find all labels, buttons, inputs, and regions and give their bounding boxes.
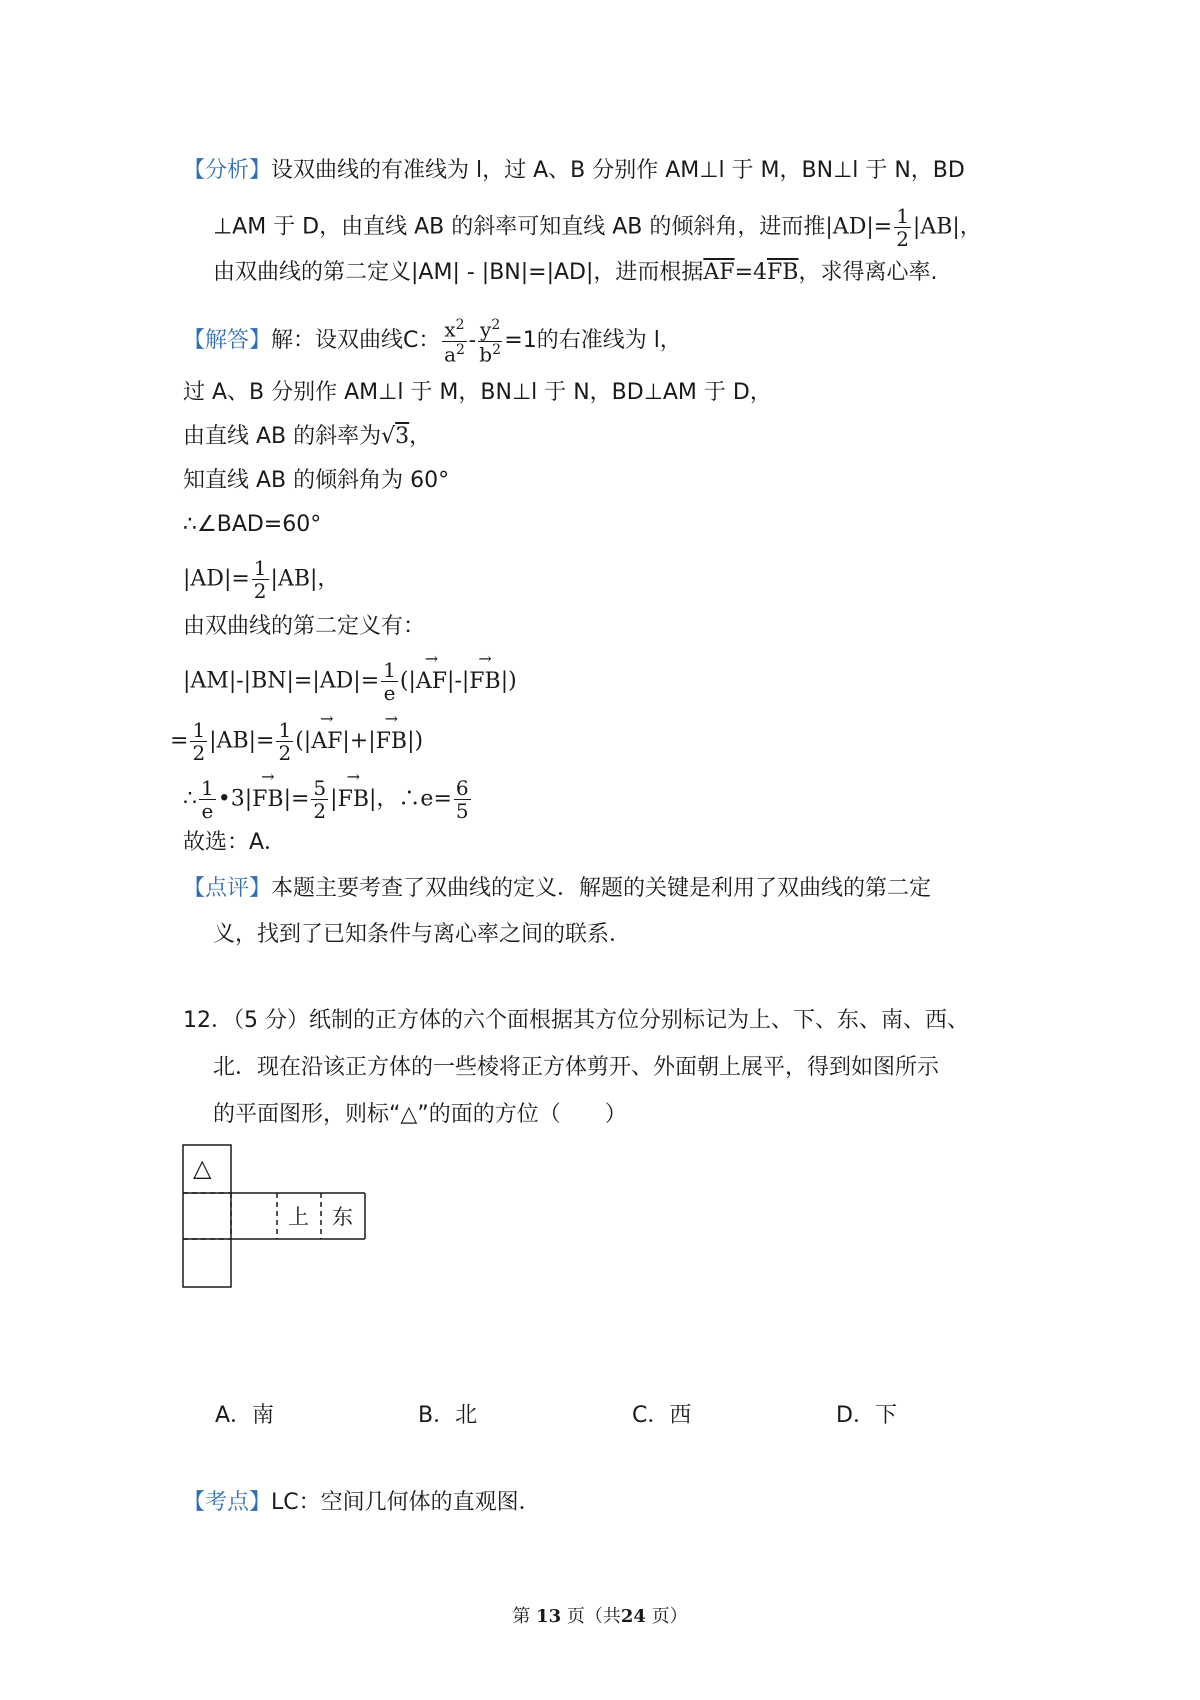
vector-fb: → FB bbox=[376, 727, 407, 757]
math-ad2: |AD|= bbox=[183, 566, 250, 592]
frac-den: 2 bbox=[192, 741, 206, 765]
fraction-y2-b2 bbox=[478, 317, 502, 367]
answer-line-7 bbox=[183, 660, 517, 703]
math-ad: |AD|= bbox=[825, 214, 893, 240]
question-line-2: 北．现在沿该正方体的一些棱将正方体剪开、外面朝上展平，得到如图所示 bbox=[213, 1055, 940, 1080]
vector-fb: → FB bbox=[252, 785, 283, 815]
frac-num: 1 bbox=[253, 556, 267, 580]
frac-num: 1 bbox=[383, 658, 396, 682]
b-var: b bbox=[479, 342, 493, 367]
fraction-1-e bbox=[199, 778, 216, 821]
fraction-half bbox=[190, 720, 207, 763]
comment-line-1 bbox=[183, 874, 931, 904]
footer-post: 页） bbox=[651, 1606, 688, 1627]
frac-num: 5 bbox=[313, 776, 327, 800]
vector-fb: → FB bbox=[469, 667, 500, 697]
footer-mid: 页（共 bbox=[566, 1606, 621, 1627]
option-a: A．南 bbox=[215, 1403, 275, 1428]
frac-num: 1 bbox=[201, 776, 214, 800]
face-up: 上 bbox=[288, 1205, 309, 1229]
comment-text-1: 本题主要考查了双曲线的定义．解题的关键是利用了双曲线的第二定 bbox=[271, 876, 932, 901]
comment-tag: 【点评】 bbox=[183, 876, 272, 901]
math-l7b: (| bbox=[399, 668, 416, 694]
answer-line-intro: 【解答】解：设双曲线C： $\frac{x^2}{a^2}$ - $\frac{y^2}{b^2}$ =1的右准线为 l， bbox=[183, 317, 682, 367]
fraction-5-2 bbox=[311, 778, 328, 821]
option-c: C．西 bbox=[632, 1403, 692, 1428]
option-b: B．北 bbox=[418, 1403, 478, 1428]
answer-line-10: 故选：A． bbox=[183, 830, 287, 855]
math-l7a: |AM|-|BN|=|AD|= bbox=[183, 668, 380, 694]
answer-line-8 bbox=[170, 720, 423, 763]
face-east: 东 bbox=[332, 1205, 353, 1229]
analysis-line-3 bbox=[213, 258, 937, 288]
answer-line-6: 由双曲线的第二定义有： bbox=[183, 614, 426, 639]
frac-num: 6 bbox=[455, 776, 469, 800]
vector-fb: → FB bbox=[338, 785, 369, 815]
answer-intro: 解：设双曲线C： bbox=[271, 328, 441, 354]
answer-tag: 【解答】 bbox=[183, 328, 272, 354]
answer-line-4: ∴∠BAD=60° bbox=[183, 512, 322, 537]
answer-line-5 bbox=[183, 558, 339, 601]
frac-den: 2 bbox=[896, 227, 909, 251]
analysis-line-1 bbox=[183, 156, 965, 186]
comma: ， bbox=[409, 424, 432, 449]
frac-num: 1 bbox=[896, 204, 909, 228]
exp: 2 bbox=[456, 341, 465, 358]
frac-den: 5 bbox=[455, 799, 469, 823]
answer-l2-text: 由直线 AB 的斜率为 bbox=[183, 424, 382, 449]
math-l9e: |，∴e= bbox=[369, 786, 452, 812]
fraction-6-5 bbox=[454, 778, 471, 821]
question-line-1: 12．（5 分）纸制的正方体的六个面根据其方位分别标记为上、下、东、南、西、 bbox=[183, 1008, 969, 1033]
frac-den: 2 bbox=[313, 799, 327, 823]
math-l8d: |+| bbox=[342, 728, 376, 754]
math-ab2: |AB|， bbox=[270, 566, 340, 592]
vector-af: → AF bbox=[311, 727, 342, 757]
a-var: a bbox=[444, 342, 456, 367]
analysis-text-3: 由双曲线的第二定义|AM| - |BN|=|AD|，进而根据 bbox=[213, 260, 704, 285]
kaodian-line bbox=[183, 1488, 541, 1518]
math-eq4: =4 bbox=[734, 260, 767, 285]
kaodian-tag: 【考点】 bbox=[183, 1490, 272, 1515]
option-d: D．下 bbox=[836, 1403, 897, 1428]
answer-line-3: 知直线 AB 的倾斜角为 60° bbox=[183, 468, 450, 493]
sqrt-radicand: 3 bbox=[395, 424, 410, 449]
exp: 2 bbox=[455, 317, 465, 333]
fraction-half bbox=[894, 206, 911, 249]
exp: 2 bbox=[491, 317, 501, 333]
triangle-face: △ bbox=[193, 1154, 212, 1182]
exp: 2 bbox=[492, 341, 502, 358]
math-l9d: | bbox=[330, 786, 338, 812]
fraction-x2-a2 bbox=[442, 317, 466, 367]
analysis-text-3b: ，求得离心率. bbox=[798, 260, 938, 285]
fraction-half bbox=[276, 720, 293, 763]
frac-den: 2 bbox=[278, 741, 292, 765]
math-l7d: |) bbox=[500, 668, 517, 694]
frac-den: 2 bbox=[253, 579, 267, 603]
vector-af: → AF bbox=[416, 667, 447, 697]
therefore: ∴ bbox=[183, 786, 197, 812]
analysis-text-2: ⊥AM 于 D，由直线 AB 的斜率可知直线 AB 的倾斜角，进而推 bbox=[213, 214, 826, 240]
math-l8c: (| bbox=[295, 728, 312, 754]
page-total: 24 bbox=[620, 1606, 646, 1627]
vector-af: $\overline{AF}$ bbox=[703, 260, 735, 285]
x-var: x bbox=[444, 317, 456, 342]
question-line-3: 的平面图形，则标“△”的面的方位（ ） bbox=[213, 1102, 627, 1127]
y-var: y bbox=[480, 317, 492, 342]
math-ab3: |AB|= bbox=[209, 728, 275, 754]
kaodian-text: LC：空间几何体的直观图． bbox=[271, 1490, 541, 1515]
analysis-tag: 【分析】 bbox=[183, 158, 272, 183]
vector-fb: $\overline{FB}$ bbox=[767, 260, 799, 285]
analysis-text-1: 设双曲线的有准线为 l，过 A、B 分别作 AM⊥l 于 M，BN⊥l 于 N，BD bbox=[271, 158, 965, 183]
frac-num: 1 bbox=[278, 718, 292, 742]
math-l9b: •3| bbox=[217, 786, 253, 812]
footer-pre: 第 bbox=[512, 1606, 531, 1627]
math-l7c: |-| bbox=[447, 668, 470, 694]
frac-den: e bbox=[383, 681, 396, 705]
math-l9c: |= bbox=[283, 786, 310, 812]
answer-line-9 bbox=[183, 778, 473, 821]
math-l8e: |) bbox=[407, 728, 424, 754]
comment-line-2: 义，找到了已知条件与离心率之间的联系． bbox=[213, 922, 632, 947]
frac-den: e bbox=[201, 799, 214, 823]
sqrt-3: √3 bbox=[381, 424, 410, 449]
math-eq: = bbox=[170, 728, 189, 754]
answer-line-1: 过 A、B 分别作 AM⊥l 于 M，BN⊥l 于 N，BD⊥AM 于 D， bbox=[183, 380, 772, 405]
answer-eq-tail: =1的右准线为 l， bbox=[504, 328, 682, 354]
page-footer bbox=[0, 1602, 1200, 1628]
fraction-1-e bbox=[381, 660, 398, 703]
answer-line-2 bbox=[183, 422, 431, 452]
frac-num: 1 bbox=[192, 718, 206, 742]
analysis-line-2 bbox=[213, 206, 982, 249]
math-ab: |AB|， bbox=[912, 214, 982, 240]
fraction-half bbox=[252, 558, 269, 601]
page-number: 13 bbox=[536, 1606, 562, 1627]
